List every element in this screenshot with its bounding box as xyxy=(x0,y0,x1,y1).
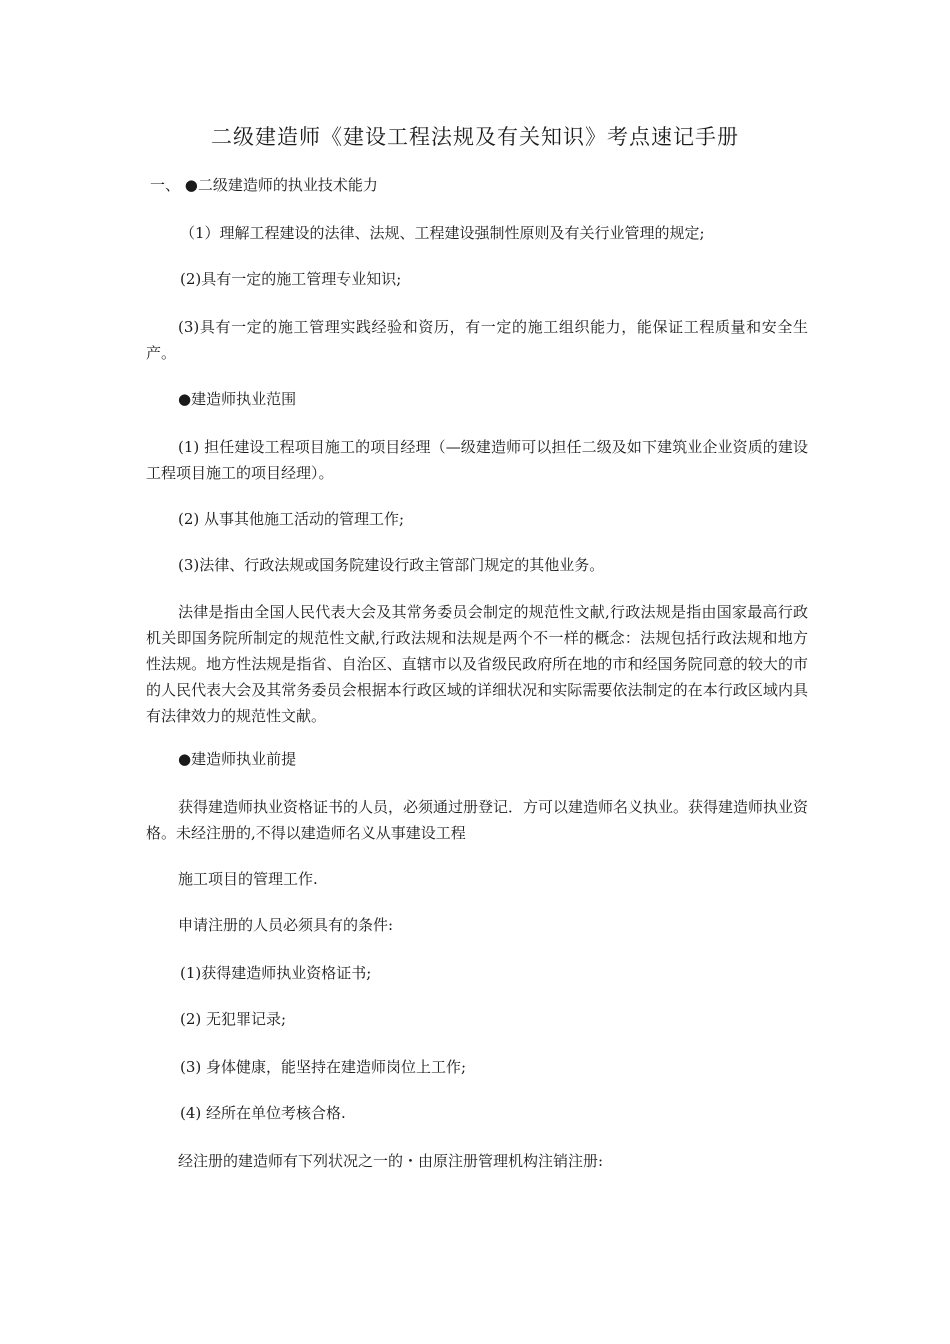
paragraph-scope-2: (2) 从事其他施工活动的管理工作; xyxy=(178,510,405,528)
paragraph-cancellation-intro: 经注册的建造师有下列状况之一的・由原注册管理机构注销注册: xyxy=(178,1152,604,1170)
paragraph-scope-3: (3)法律、行政法规或国务院建设行政主管部门规定的其他业务。 xyxy=(178,556,605,574)
paragraph-condition-4: (4) 经所在单位考核合格. xyxy=(180,1104,346,1122)
paragraph-condition-2: (2) 无犯罪记录; xyxy=(180,1010,287,1028)
paragraph-law-definition: 法律是指由全国人民代表大会及其常务委员会制定的规范性文献,行政法规是指由国家最高行政机关即国务院所制定的规范性文献,行政法规和法规是两个不一样的概念：法规包括行政法规和地方性法规。地方性法规是指省、自治区、直辖市以及省级民政府所在地的市和经国务院同意的较大的市的人民代表大会及其常务委员会根据本行政区域的详细状况和实际需要依法制定的在本行政区域内具有法律效力的规范性文献。 xyxy=(146,603,808,725)
paragraph-condition-3: (3) 身体健康，能坚持在建造师岗位上工作; xyxy=(180,1058,467,1076)
document-title: 二级建造师《建设工程法规及有关知识》考点速记手册 xyxy=(211,125,739,149)
paragraph-premise-1: 获得建造师执业资格证书的人员，必须通过册登记．方可以建造师名义执业。获得建造师执业资格。未经注册的,不得以建造师名义从事建设工程 xyxy=(146,798,809,842)
paragraph-ability-2: (2)具有一定的施工管理专业知识; xyxy=(180,270,402,288)
paragraph-premise-2: 施工项目的管理工作. xyxy=(178,870,318,888)
paragraph-ability-1: （1）理解工程建设的法律、法规、工程建设强制性原则及有关行业管理的规定; xyxy=(180,224,705,242)
section-heading-premise: ●建造师执业前提 xyxy=(178,750,297,768)
paragraph-conditions-intro: 申请注册的人员必须具有的条件: xyxy=(178,916,394,934)
section-heading-scope: ●建造师执业范围 xyxy=(178,390,297,408)
paragraph-condition-1: (1)获得建造师执业资格证书; xyxy=(180,964,372,982)
paragraph-ability-3: (3)具有一定的施工管理实践经验和资历，有一定的施工组织能力，能保证工程质量和安全生产。 xyxy=(146,318,808,362)
section-heading-ability: 一、 ●二级建造师的执业技术能力 xyxy=(150,176,378,194)
paragraph-scope-1: (1) 担任建设工程项目施工的项目经理（—级建造师可以担任二级及如下建筑业企业资质的建设工程项目施工的项目经理）。 xyxy=(146,438,808,482)
